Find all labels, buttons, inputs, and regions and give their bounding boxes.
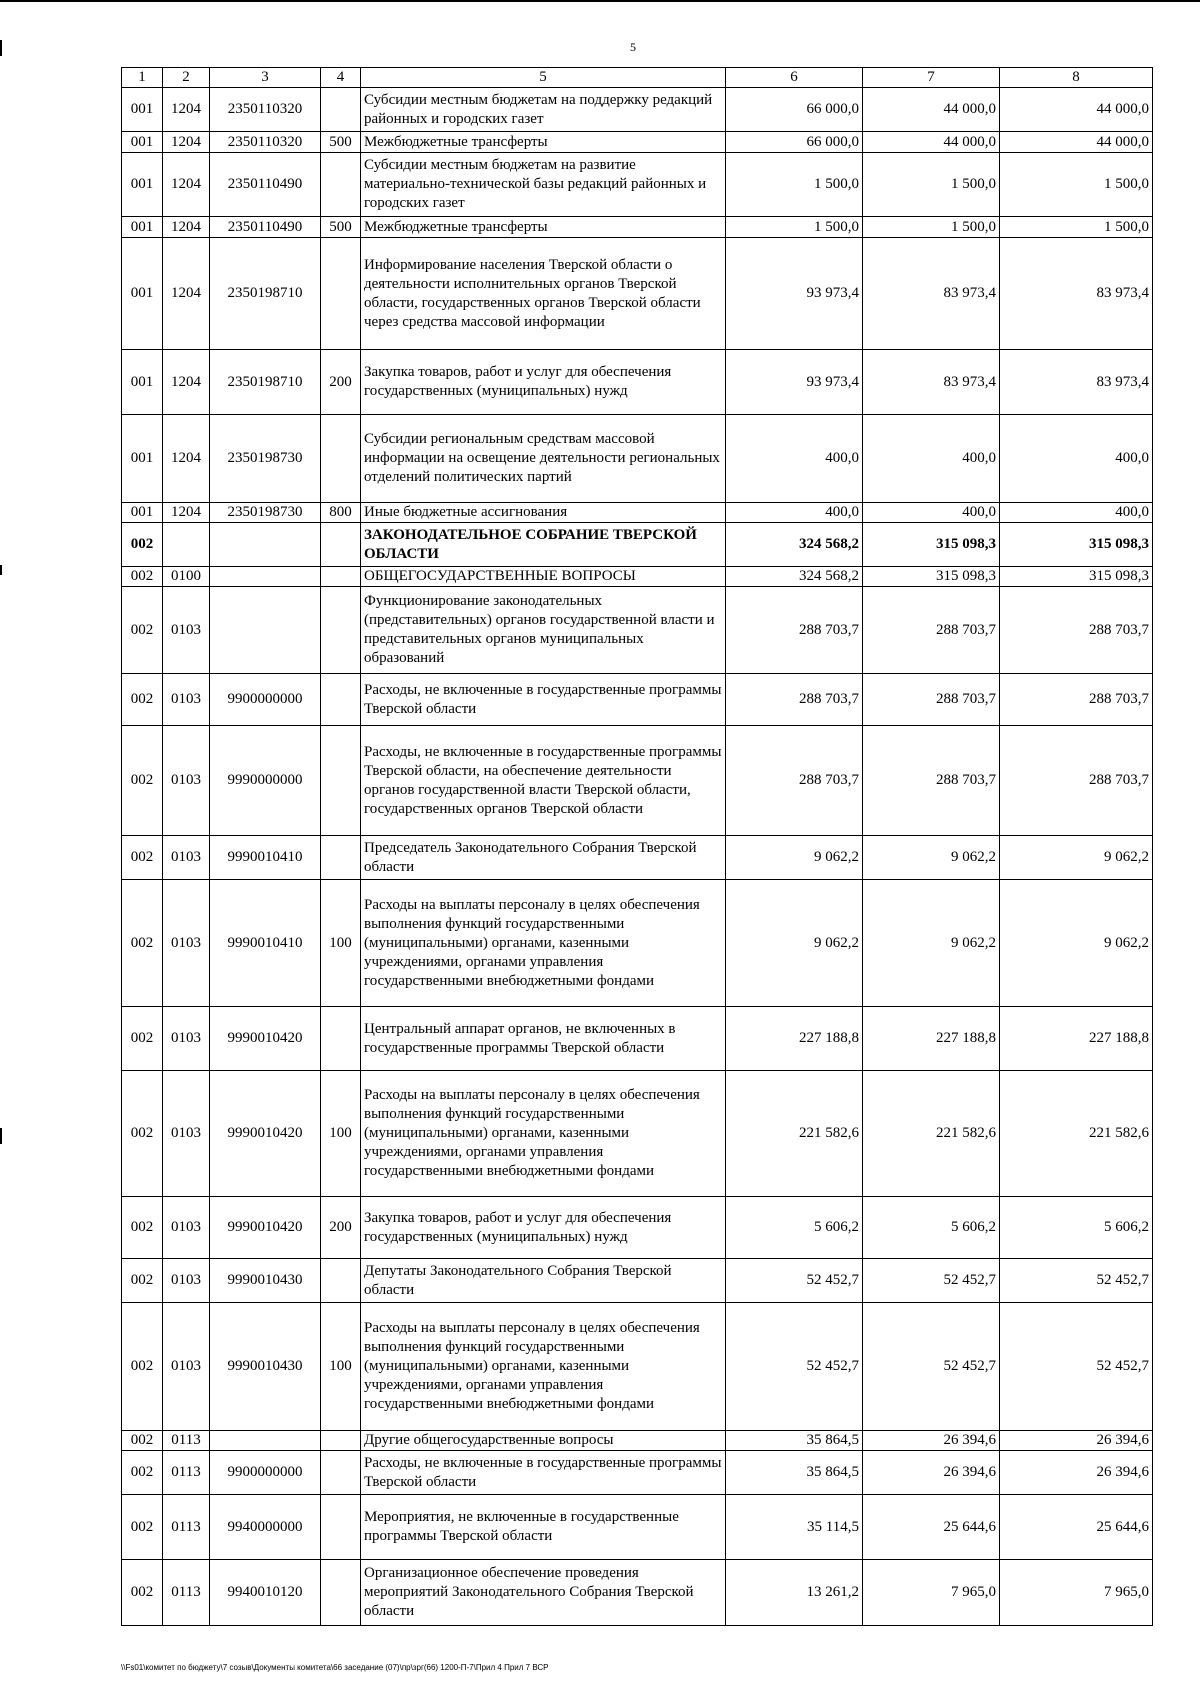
section-code-cell: 0103 <box>163 726 210 836</box>
amount-cell: 5 606,2 <box>1000 1197 1153 1259</box>
amount-cell: 66 000,0 <box>726 132 863 153</box>
amount-cell: 324 568,2 <box>726 567 863 587</box>
amount-cell: 1 500,0 <box>726 153 863 217</box>
amount-cell: 400,0 <box>726 415 863 503</box>
description-cell: Организационное обеспечение проведения мероприятий Законодательного Собрания Тверской области <box>361 1560 726 1626</box>
column-header: 7 <box>863 68 1000 88</box>
amount-cell: 400,0 <box>1000 415 1153 503</box>
amount-cell: 93 973,4 <box>726 350 863 415</box>
section-code-cell: 0103 <box>163 587 210 674</box>
amount-cell: 44 000,0 <box>1000 88 1153 132</box>
section-code-cell: 1204 <box>163 238 210 350</box>
amount-cell: 26 394,6 <box>863 1431 1000 1451</box>
section-code-cell: 1204 <box>163 217 210 238</box>
description-cell: Расходы на выплаты персоналу в целях обеспечения выполнения функций государственными (муниципальными) органами, казенными учреждениями, органами управления государственными внебюджетными фондами <box>361 1071 726 1197</box>
description-cell: Функционирование законодательных (представительных) органов государственной власти и представительных органов муниципальных образований <box>361 587 726 674</box>
table-row <box>122 1431 1153 1451</box>
table-row <box>122 1495 1153 1560</box>
budget-code-cell: 001 <box>122 132 163 153</box>
target-article-cell: 9990000000 <box>210 726 321 836</box>
expense-type-cell: 200 <box>321 1197 361 1259</box>
amount-cell: 227 188,8 <box>1000 1007 1153 1071</box>
table-row <box>122 587 1153 674</box>
description-cell: ЗАКОНОДАТЕЛЬНОЕ СОБРАНИЕ ТВЕРСКОЙ ОБЛАСТИ <box>361 523 726 567</box>
amount-cell: 93 973,4 <box>726 238 863 350</box>
section-code-cell <box>163 523 210 567</box>
budget-code-cell: 002 <box>122 674 163 726</box>
amount-cell: 83 973,4 <box>1000 238 1153 350</box>
amount-cell: 1 500,0 <box>1000 153 1153 217</box>
budget-code-cell: 002 <box>122 587 163 674</box>
description-cell: ОБЩЕГОСУДАРСТВЕННЫЕ ВОПРОСЫ <box>361 567 726 587</box>
expense-type-cell <box>321 238 361 350</box>
description-cell: Информирование населения Тверской области о деятельности исполнительных органов Тверской области, государственных органов Тверской области через средства массовой информации <box>361 238 726 350</box>
amount-cell: 288 703,7 <box>863 674 1000 726</box>
target-article-cell: 9990010430 <box>210 1259 321 1303</box>
target-article-cell <box>210 567 321 587</box>
amount-cell: 227 188,8 <box>863 1007 1000 1071</box>
left-edge-mark <box>0 1128 2 1144</box>
budget-code-cell: 002 <box>122 1071 163 1197</box>
section-code-cell: 0113 <box>163 1451 210 1495</box>
amount-cell: 315 098,3 <box>863 523 1000 567</box>
target-article-cell: 2350198710 <box>210 238 321 350</box>
description-cell: Мероприятия, не включенные в государственные программы Тверской области <box>361 1495 726 1560</box>
budget-code-cell: 002 <box>122 1303 163 1431</box>
budget-table <box>121 67 1153 1626</box>
description-cell: Закупка товаров, работ и услуг для обеспечения государственных (муниципальных) нужд <box>361 1197 726 1259</box>
column-header: 5 <box>361 68 726 88</box>
amount-cell: 83 973,4 <box>863 238 1000 350</box>
amount-cell: 9 062,2 <box>726 880 863 1007</box>
amount-cell: 9 062,2 <box>863 880 1000 1007</box>
file-path-footer: \\Fs01\комитет по бюджету\7 созыв\Документы комитета\66 заседание (07)\пр\зрг(66) 1200-П-7\Прил 4 Прил 7 ВСР <box>121 1663 549 1672</box>
description-cell: Расходы, не включенные в государственные программы Тверской области <box>361 674 726 726</box>
description-cell: Расходы на выплаты персоналу в целях обеспечения выполнения функций государственными (муниципальными) органами, казенными учреждениями, органами управления государственными внебюджетными фондами <box>361 1303 726 1431</box>
table-row <box>122 1259 1153 1303</box>
section-code-cell: 0113 <box>163 1560 210 1626</box>
amount-cell: 1 500,0 <box>726 217 863 238</box>
target-article-cell: 2350110490 <box>210 153 321 217</box>
description-cell: Субсидии региональным средствам массовой информации на освещение деятельности региональных отделений политических партий <box>361 415 726 503</box>
expense-type-cell: 200 <box>321 350 361 415</box>
table-row <box>122 1560 1153 1626</box>
description-cell: Расходы, не включенные в государственные программы Тверской области, на обеспечение деятельности органов государственной власти Тверской области, государственных органов Тверской области <box>361 726 726 836</box>
expense-type-cell <box>321 1431 361 1451</box>
description-cell: Председатель Законодательного Собрания Тверской области <box>361 836 726 880</box>
description-cell: Другие общегосударственные вопросы <box>361 1431 726 1451</box>
expense-type-cell: 100 <box>321 880 361 1007</box>
amount-cell: 44 000,0 <box>863 132 1000 153</box>
table-row <box>122 1071 1153 1197</box>
amount-cell: 221 582,6 <box>1000 1071 1153 1197</box>
amount-cell: 400,0 <box>1000 503 1153 523</box>
amount-cell: 26 394,6 <box>863 1451 1000 1495</box>
column-header: 1 <box>122 68 163 88</box>
table-row <box>122 726 1153 836</box>
expense-type-cell <box>321 567 361 587</box>
budget-code-cell: 001 <box>122 88 163 132</box>
table-row <box>122 1303 1153 1431</box>
target-article-cell: 2350198730 <box>210 415 321 503</box>
amount-cell: 400,0 <box>726 503 863 523</box>
section-code-cell: 1204 <box>163 88 210 132</box>
target-article-cell: 9990010410 <box>210 880 321 1007</box>
table-row <box>122 350 1153 415</box>
expense-type-cell: 500 <box>321 217 361 238</box>
amount-cell: 315 098,3 <box>863 567 1000 587</box>
expense-type-cell: 500 <box>321 132 361 153</box>
section-code-cell: 1204 <box>163 350 210 415</box>
amount-cell: 44 000,0 <box>1000 132 1153 153</box>
description-cell: Закупка товаров, работ и услуг для обеспечения государственных (муниципальных) нужд <box>361 350 726 415</box>
budget-code-cell: 001 <box>122 503 163 523</box>
budget-code-cell: 002 <box>122 726 163 836</box>
amount-cell: 7 965,0 <box>1000 1560 1153 1626</box>
amount-cell: 25 644,6 <box>1000 1495 1153 1560</box>
description-cell: Депутаты Законодательного Собрания Тверской области <box>361 1259 726 1303</box>
section-code-cell: 0103 <box>163 1259 210 1303</box>
section-code-cell: 0103 <box>163 880 210 1007</box>
amount-cell: 400,0 <box>863 415 1000 503</box>
section-code-cell: 1204 <box>163 132 210 153</box>
budget-code-cell: 002 <box>122 1560 163 1626</box>
section-code-cell: 0100 <box>163 567 210 587</box>
amount-cell: 83 973,4 <box>1000 350 1153 415</box>
target-article-cell: 9940010120 <box>210 1560 321 1626</box>
budget-code-cell: 002 <box>122 1451 163 1495</box>
description-cell: Субсидии местным бюджетам на поддержку редакций районных и городских газет <box>361 88 726 132</box>
amount-cell: 221 582,6 <box>863 1071 1000 1197</box>
target-article-cell: 2350198730 <box>210 503 321 523</box>
column-header: 3 <box>210 68 321 88</box>
target-article-cell <box>210 523 321 567</box>
amount-cell: 26 394,6 <box>1000 1451 1153 1495</box>
column-header: 2 <box>163 68 210 88</box>
section-code-cell: 0103 <box>163 836 210 880</box>
target-article-cell: 2350110320 <box>210 132 321 153</box>
amount-cell: 35 864,5 <box>726 1431 863 1451</box>
amount-cell: 35 864,5 <box>726 1451 863 1495</box>
amount-cell: 315 098,3 <box>1000 567 1153 587</box>
amount-cell: 288 703,7 <box>1000 726 1153 836</box>
table-row <box>122 1197 1153 1259</box>
budget-code-cell: 001 <box>122 153 163 217</box>
budget-code-cell: 001 <box>122 217 163 238</box>
amount-cell: 288 703,7 <box>726 587 863 674</box>
description-cell: Субсидии местным бюджетам на развитие материально-технической базы редакций районных и городских газет <box>361 153 726 217</box>
amount-cell: 52 452,7 <box>863 1259 1000 1303</box>
section-code-cell: 1204 <box>163 415 210 503</box>
amount-cell: 288 703,7 <box>726 674 863 726</box>
amount-cell: 25 644,6 <box>863 1495 1000 1560</box>
expense-type-cell: 100 <box>321 1071 361 1197</box>
target-article-cell: 9940000000 <box>210 1495 321 1560</box>
description-cell: Межбюджетные трансферты <box>361 132 726 153</box>
amount-cell: 400,0 <box>863 503 1000 523</box>
target-article-cell <box>210 587 321 674</box>
table-row <box>122 503 1153 523</box>
amount-cell: 7 965,0 <box>863 1560 1000 1626</box>
expense-type-cell <box>321 1495 361 1560</box>
amount-cell: 66 000,0 <box>726 88 863 132</box>
amount-cell: 288 703,7 <box>1000 587 1153 674</box>
amount-cell: 288 703,7 <box>863 587 1000 674</box>
table-row <box>122 88 1153 132</box>
amount-cell: 221 582,6 <box>726 1071 863 1197</box>
left-edge-mark <box>0 565 2 575</box>
page-number: 5 <box>630 40 636 54</box>
target-article-cell <box>210 1431 321 1451</box>
amount-cell: 324 568,2 <box>726 523 863 567</box>
table-row <box>122 217 1153 238</box>
section-code-cell: 0103 <box>163 1303 210 1431</box>
target-article-cell: 9990010420 <box>210 1007 321 1071</box>
description-cell: Расходы, не включенные в государственные программы Тверской области <box>361 1451 726 1495</box>
target-article-cell: 9990010420 <box>210 1197 321 1259</box>
target-article-cell: 9990010430 <box>210 1303 321 1431</box>
expense-type-cell <box>321 587 361 674</box>
amount-cell: 52 452,7 <box>1000 1259 1153 1303</box>
expense-type-cell <box>321 415 361 503</box>
section-code-cell: 0103 <box>163 1071 210 1197</box>
budget-code-cell: 002 <box>122 1197 163 1259</box>
target-article-cell: 2350110490 <box>210 217 321 238</box>
amount-cell: 44 000,0 <box>863 88 1000 132</box>
column-header: 4 <box>321 68 361 88</box>
budget-code-cell: 002 <box>122 567 163 587</box>
budget-code-cell: 001 <box>122 238 163 350</box>
expense-type-cell <box>321 153 361 217</box>
amount-cell: 52 452,7 <box>726 1259 863 1303</box>
expense-type-cell <box>321 1560 361 1626</box>
amount-cell: 52 452,7 <box>863 1303 1000 1431</box>
section-code-cell: 1204 <box>163 503 210 523</box>
expense-type-cell <box>321 726 361 836</box>
budget-code-cell: 002 <box>122 1431 163 1451</box>
budget-code-cell: 002 <box>122 836 163 880</box>
budget-code-cell: 002 <box>122 1007 163 1071</box>
table-row <box>122 1007 1153 1071</box>
table-row <box>122 674 1153 726</box>
amount-cell: 83 973,4 <box>863 350 1000 415</box>
amount-cell: 9 062,2 <box>1000 880 1153 1007</box>
expense-type-cell <box>321 523 361 567</box>
amount-cell: 26 394,6 <box>1000 1431 1153 1451</box>
amount-cell: 315 098,3 <box>1000 523 1153 567</box>
section-code-cell: 1204 <box>163 153 210 217</box>
amount-cell: 1 500,0 <box>1000 217 1153 238</box>
target-article-cell: 2350198710 <box>210 350 321 415</box>
target-article-cell: 2350110320 <box>210 88 321 132</box>
amount-cell: 5 606,2 <box>726 1197 863 1259</box>
header-row <box>122 68 1153 88</box>
column-header: 8 <box>1000 68 1153 88</box>
expense-type-cell <box>321 836 361 880</box>
table-row <box>122 523 1153 567</box>
section-code-cell: 0103 <box>163 674 210 726</box>
amount-cell: 1 500,0 <box>863 217 1000 238</box>
budget-code-cell: 001 <box>122 350 163 415</box>
table-row <box>122 132 1153 153</box>
amount-cell: 1 500,0 <box>863 153 1000 217</box>
table-body <box>122 88 1153 1626</box>
amount-cell: 9 062,2 <box>1000 836 1153 880</box>
target-article-cell: 9990010420 <box>210 1071 321 1197</box>
top-border-line <box>0 0 1200 2</box>
amount-cell: 35 114,5 <box>726 1495 863 1560</box>
expense-type-cell <box>321 88 361 132</box>
budget-code-cell: 001 <box>122 415 163 503</box>
description-cell: Межбюджетные трансферты <box>361 217 726 238</box>
amount-cell: 227 188,8 <box>726 1007 863 1071</box>
expense-type-cell <box>321 674 361 726</box>
table-row <box>122 567 1153 587</box>
amount-cell: 52 452,7 <box>726 1303 863 1431</box>
table-row <box>122 880 1153 1007</box>
target-article-cell: 9900000000 <box>210 1451 321 1495</box>
amount-cell: 288 703,7 <box>1000 674 1153 726</box>
expense-type-cell: 100 <box>321 1303 361 1431</box>
amount-cell: 52 452,7 <box>1000 1303 1153 1431</box>
section-code-cell: 0113 <box>163 1431 210 1451</box>
budget-code-cell: 002 <box>122 880 163 1007</box>
section-code-cell: 0103 <box>163 1007 210 1071</box>
target-article-cell: 9990010410 <box>210 836 321 880</box>
table-row <box>122 153 1153 217</box>
description-cell: Иные бюджетные ассигнования <box>361 503 726 523</box>
table-row <box>122 238 1153 350</box>
amount-cell: 13 261,2 <box>726 1560 863 1626</box>
amount-cell: 288 703,7 <box>726 726 863 836</box>
description-cell: Расходы на выплаты персоналу в целях обеспечения выполнения функций государственными (муниципальными) органами, казенными учреждениями, органами управления государственными внебюджетными фондами <box>361 880 726 1007</box>
expense-type-cell <box>321 1259 361 1303</box>
table-row <box>122 415 1153 503</box>
amount-cell: 288 703,7 <box>863 726 1000 836</box>
table-row <box>122 1451 1153 1495</box>
expense-type-cell <box>321 1007 361 1071</box>
amount-cell: 9 062,2 <box>726 836 863 880</box>
amount-cell: 5 606,2 <box>863 1197 1000 1259</box>
description-cell: Центральный аппарат органов, не включенных в государственные программы Тверской области <box>361 1007 726 1071</box>
amount-cell: 9 062,2 <box>863 836 1000 880</box>
expense-type-cell <box>321 1451 361 1495</box>
target-article-cell: 9900000000 <box>210 674 321 726</box>
section-code-cell: 0103 <box>163 1197 210 1259</box>
budget-code-cell: 002 <box>122 1495 163 1560</box>
budget-code-cell: 002 <box>122 1259 163 1303</box>
section-code-cell: 0113 <box>163 1495 210 1560</box>
table-row <box>122 836 1153 880</box>
column-header: 6 <box>726 68 863 88</box>
expense-type-cell: 800 <box>321 503 361 523</box>
budget-code-cell: 002 <box>122 523 163 567</box>
